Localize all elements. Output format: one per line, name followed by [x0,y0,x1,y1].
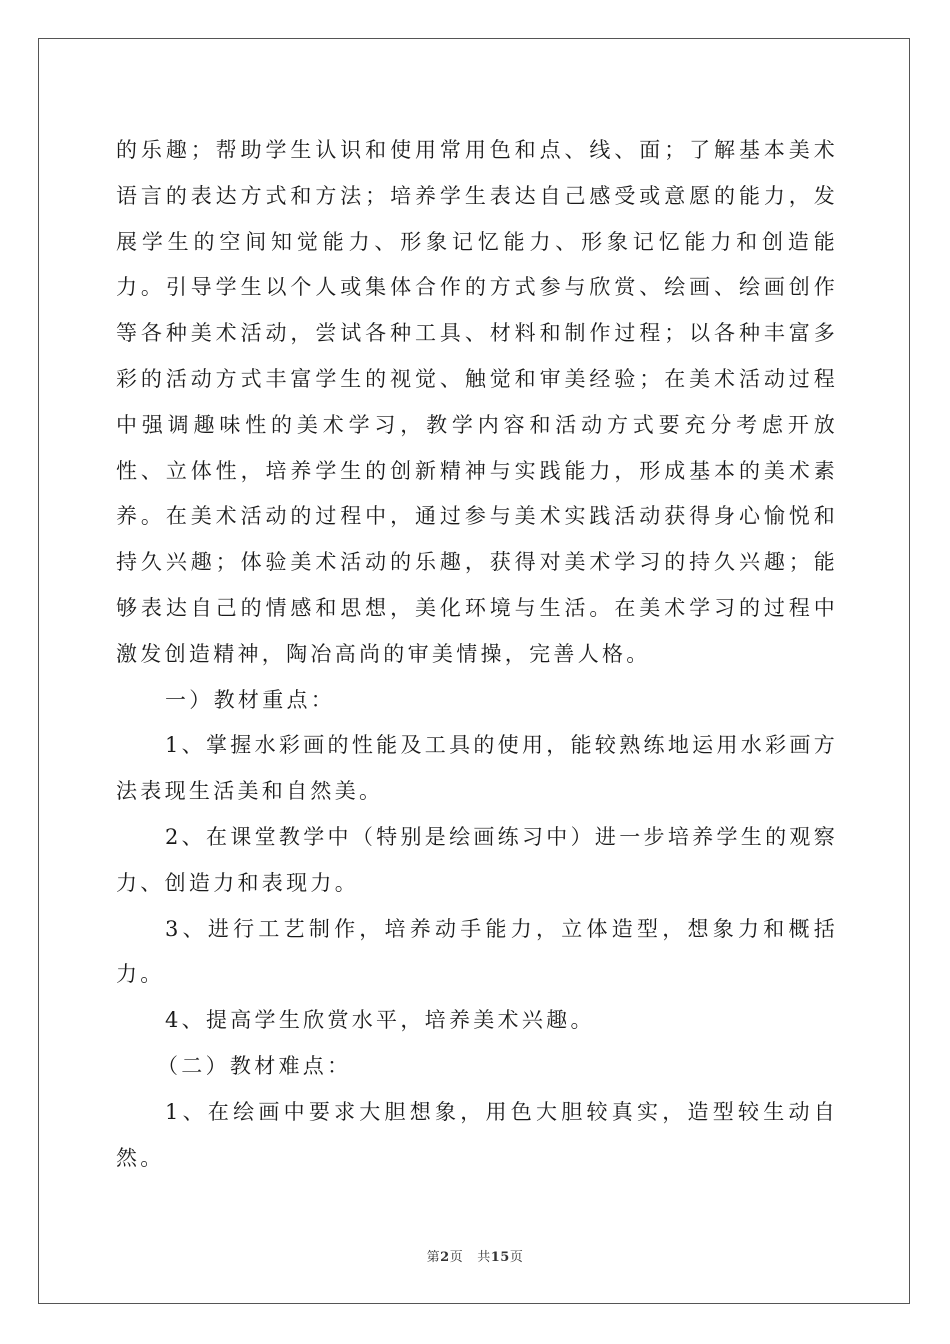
list-item: 3、进行工艺制作，培养动手能力，立体造型，想象力和概括力。 [116,916,838,987]
paragraph-body: 的乐趣；帮助学生认识和使用常用色和点、线、面；了解基本美术语言的表达方式和方法；培养学生表达自己感受或意愿的能力，发展学生的空间知觉能力、形象记忆能力、形象记忆能力和创造能力。引导学生以个人或集体合作的方式参与欣赏、绘画、绘画创作等各种美术活动，尝试各种工具、材料和制作过程；以各种丰富多彩的活动方式丰富学生的视觉、触觉和审美经验；在美术活动过程中强调趣味性的美术学习，教学内容和活动方式要充分考虑开放性、立体性，培养学生的创新精神与实践能力，形成基本的美术素养。在美术活动的过程中，通过参与美术实践活动获得身心愉悦和持久兴趣；体验美术活动的乐趣，获得对美术学习的持久兴趣；能够表达自己的情感和思想，美化环境与生活。在美术学习的过程中激发创造精神，陶冶高尚的审美情操，完善人格。 [116,138,838,666]
page-prefix: 第 [426,1250,441,1265]
page-suffix: 页 [449,1250,464,1265]
list-item: 1、掌握水彩画的性能及工具的使用，能较熟练地运用水彩画方法表现生活美和自然美。 [116,733,838,804]
heading-key-points: 一）教材重点： [165,687,336,712]
list-item: 4、提高学生欣赏水平，培养美术兴趣。 [165,1008,595,1033]
list-item: 2、在课堂教学中（特别是绘画练习中）进一步培养学生的观察力、创造力和表现力。 [116,824,838,895]
total-prefix: 共 [477,1250,491,1265]
heading-difficult-points: （二）教材难点： [157,1053,352,1078]
total-pages: 15 [490,1250,510,1265]
page-footer [0,1246,950,1265]
total-suffix: 页 [509,1250,524,1265]
page-number: 2 [440,1250,450,1265]
list-item: 1、在绘画中要求大胆想象，用色大胆较真实，造型较生动自然。 [116,1099,838,1170]
document-body [116,128,838,1181]
